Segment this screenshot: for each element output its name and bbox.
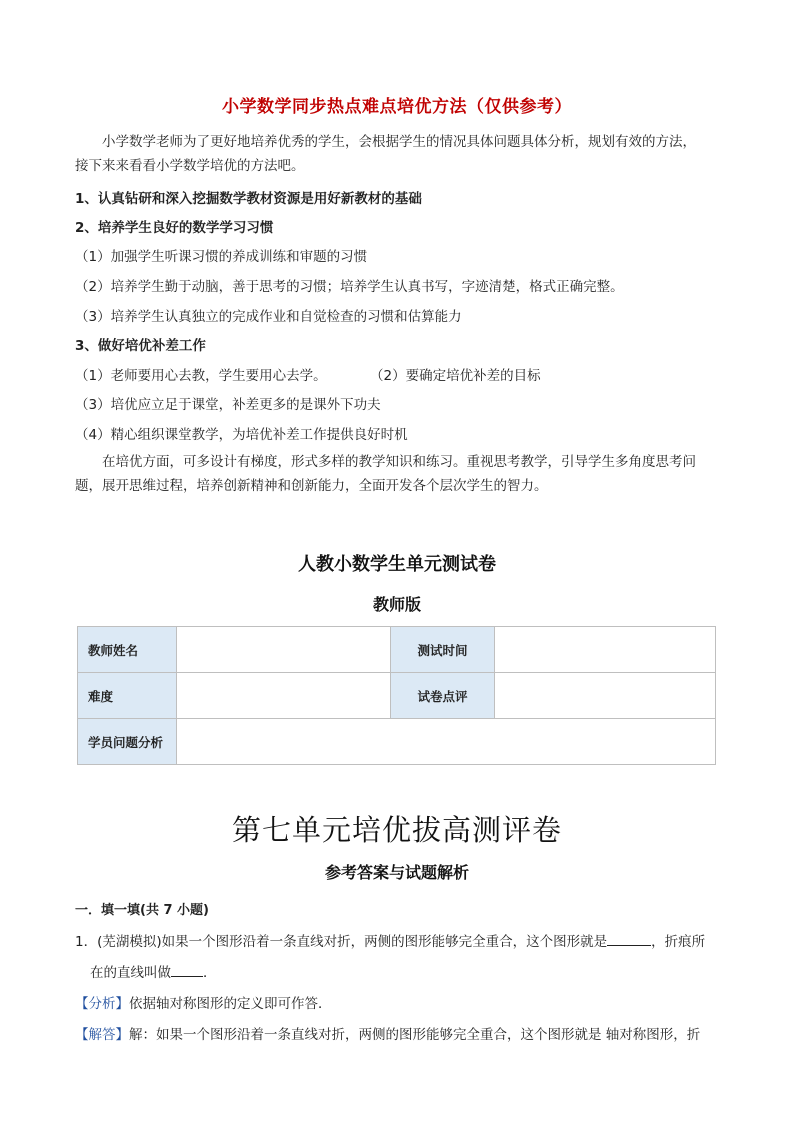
question-1-text-b: ，折痕所 xyxy=(651,934,706,950)
table-row xyxy=(78,673,716,719)
answer-text: 解：如果一个图形沿着一条直线对折，两侧的图形能够完全重合，这个图形就是 轴对称图形，折 xyxy=(129,1027,701,1043)
page-title: 小学数学同步热点难点培优方法（仅供参考） xyxy=(222,97,572,117)
part-1-heading: 一．填一填(共 7 小题) xyxy=(75,903,209,918)
info-table xyxy=(77,626,716,765)
closing-line-1: 在培优方面，可多设计有梯度，形式多样的教学知识和练习。重视思考教学，引导学生多角度思考问 xyxy=(102,454,696,470)
test-time-field[interactable] xyxy=(495,627,716,673)
unit-title: 第七单元培优拔高测评卷 xyxy=(231,813,562,847)
review-field[interactable] xyxy=(495,673,716,719)
section-2-item-3: （3）培养学生认真独立的完成作业和自觉检查的习惯和估算能力 xyxy=(75,309,462,325)
section-1-heading: 1、认真钻研和深入挖掘数学教材资源是用好新教材的基础 xyxy=(75,191,422,207)
closing-line-2: 题，展开思维过程，培养创新精神和创新能力，全面开发各个层次学生的智力。 xyxy=(75,478,548,494)
table-row xyxy=(78,719,716,765)
section-2-heading: 2、培养学生良好的数学学习习惯 xyxy=(75,220,274,236)
analysis-line xyxy=(75,992,332,1012)
section-3-item-3: （3）培优应立足于课堂，补差更多的是课外下功夫 xyxy=(75,397,381,413)
closing-paragraph xyxy=(75,450,720,498)
question-1-text-d: ． xyxy=(203,965,217,981)
analysis-tag: 【分析】 xyxy=(75,996,129,1012)
test-time-label: 测试时间 xyxy=(391,627,495,673)
difficulty-field[interactable] xyxy=(177,673,391,719)
teacher-name-label: 教师姓名 xyxy=(78,627,177,673)
review-label: 试卷点评 xyxy=(391,673,495,719)
exam-version: 教师版 xyxy=(372,595,421,614)
analysis-label: 学员问题分析 xyxy=(78,719,177,765)
intro-line-1: 小学数学老师为了更好地培养优秀的学生，会根据学生的情况具体问题具体分析，规划有效的方法， xyxy=(102,134,696,150)
analysis-field[interactable] xyxy=(177,719,716,765)
teacher-name-field[interactable] xyxy=(177,627,391,673)
analysis-text: 依据轴对称图形的定义即可作答． xyxy=(129,996,332,1012)
section-2-item-2: （2）培养学生勤于动脑，善于思考的习惯；培养学生认真书写，字迹清楚，格式正确完整。 xyxy=(75,279,624,295)
section-2-item-1: （1）加强学生听课习惯的养成训练和审题的习惯 xyxy=(75,249,368,265)
question-1-text-c: 在的直线叫做 xyxy=(90,965,171,981)
question-1-text-a: 1．(芜湖模拟)如果一个图形沿着一条直线对折，两侧的图形能够完全重合，这个图形就是 xyxy=(75,934,608,950)
table-row xyxy=(78,627,716,673)
section-3-heading: 3、做好培优补差工作 xyxy=(75,338,206,354)
question-1-line-1 xyxy=(75,930,705,950)
unit-subtitle: 参考答案与试题解析 xyxy=(324,863,469,882)
section-3-item-2: （2）要确定培优补差的目标 xyxy=(370,368,541,384)
exam-title: 人教小数学生单元测试卷 xyxy=(298,554,496,575)
answer-blank[interactable] xyxy=(171,962,203,977)
question-1-line-2 xyxy=(90,961,217,981)
section-3-item-1: （1）老师要用心去教，学生要用心去学。 xyxy=(75,368,327,384)
intro-paragraph xyxy=(75,130,720,178)
intro-line-2: 接下来来看看小学数学培优的方法吧。 xyxy=(75,158,305,174)
answer-tag: 【解答】 xyxy=(75,1027,129,1043)
answer-line xyxy=(75,1023,700,1043)
difficulty-label: 难度 xyxy=(78,673,177,719)
answer-blank[interactable] xyxy=(607,931,651,946)
section-3-item-4: （4）精心组织课堂教学，为培优补差工作提供良好时机 xyxy=(75,427,408,443)
